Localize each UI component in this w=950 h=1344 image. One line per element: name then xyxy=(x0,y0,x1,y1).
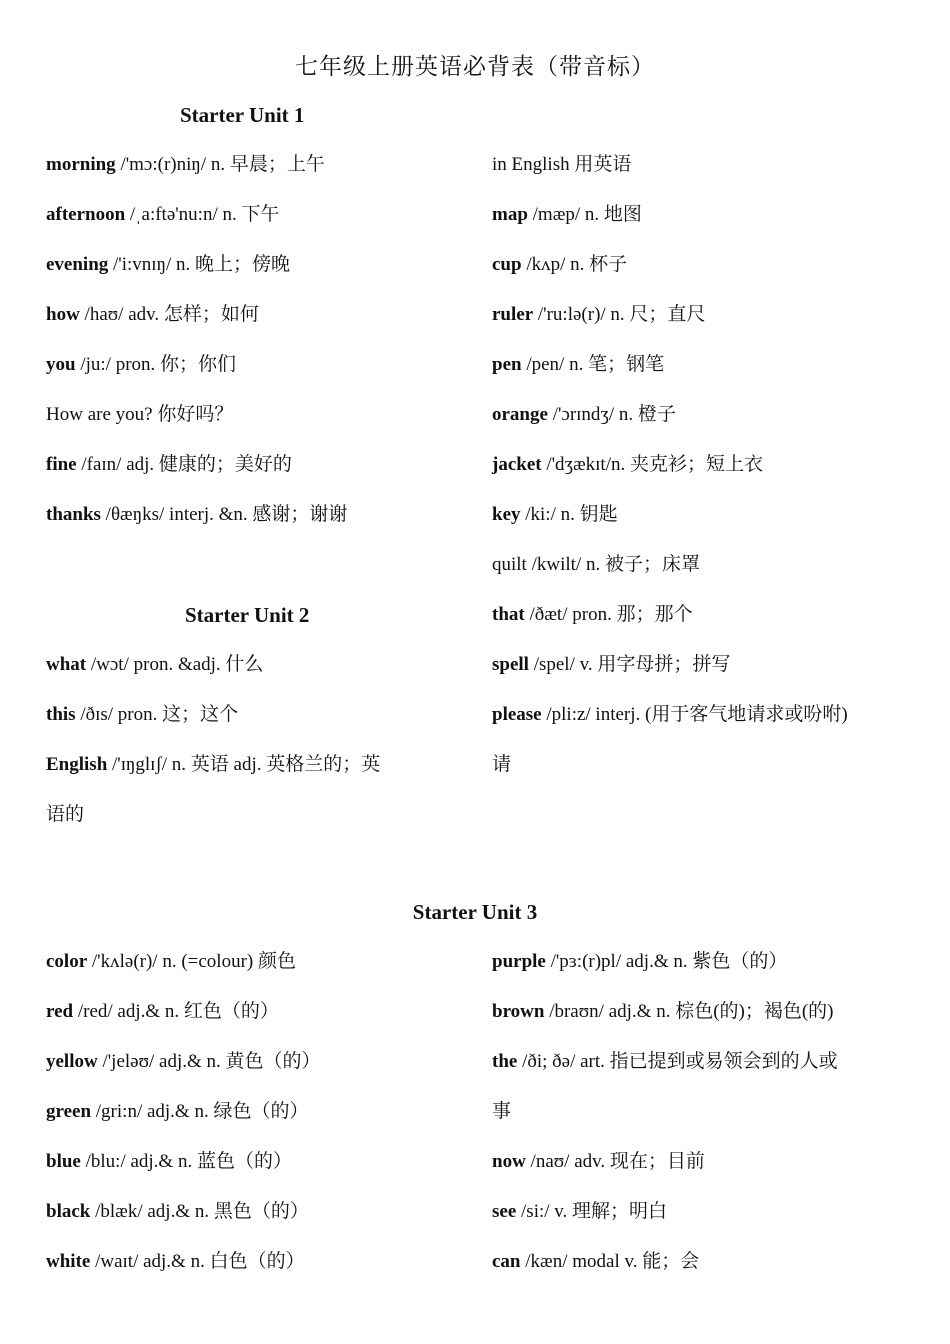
vocab-entry xyxy=(46,1187,466,1237)
vocab-word: black xyxy=(46,1201,91,1222)
vocab-definition: /mæp/ n. 地图 xyxy=(527,204,642,225)
unit1-right-column xyxy=(492,140,932,790)
vocab-definition: /blu:/ adj.& n. 蓝色（的） xyxy=(80,1151,292,1172)
vocab-entry xyxy=(492,1087,932,1137)
vocab-word: fine xyxy=(46,454,77,475)
vocab-word: jacket xyxy=(492,454,542,475)
vocab-entry xyxy=(46,440,466,490)
vocab-definition: /'ɔrɪndʒ/ n. 橙子 xyxy=(547,404,676,425)
unit3-heading: Starter Unit 3 xyxy=(412,900,538,924)
vocab-word: map xyxy=(492,204,528,225)
vocab-entry xyxy=(46,290,466,340)
vocab-definition: /pli:z/ interj. (用于客气地请求或吩咐) xyxy=(541,704,848,725)
vocab-word: ruler xyxy=(492,304,534,325)
vocab-entry xyxy=(492,440,932,490)
vocab-entry xyxy=(46,1137,466,1187)
unit3-right-column xyxy=(492,937,932,1287)
vocab-entry xyxy=(492,1237,932,1287)
unit1-heading: Starter Unit 1 xyxy=(180,103,305,127)
vocab-definition: /wɔt/ pron. &adj. 什么 xyxy=(86,654,264,675)
vocab-entry xyxy=(46,740,466,790)
vocab-word: English xyxy=(46,754,108,775)
vocab-word: morning xyxy=(46,154,116,175)
vocab-entry xyxy=(46,1037,466,1087)
vocab-definition: /'jeləʊ/ adj.& n. 黄色（的） xyxy=(97,1051,321,1072)
vocab-entry xyxy=(492,240,932,290)
vocab-entry xyxy=(492,540,932,590)
vocab-definition: How are you? 你好吗？ xyxy=(46,404,234,425)
vocab-entry xyxy=(492,987,932,1037)
vocab-entry xyxy=(492,190,932,240)
vocab-definition: /'dʒækɪt/n. 夹克衫；短上衣 xyxy=(541,454,763,475)
vocab-entry xyxy=(492,490,932,540)
vocab-definition: in English 用英语 xyxy=(492,154,632,175)
vocab-word: color xyxy=(46,951,88,972)
vocab-definition: /ðɪs/ pron. 这；这个 xyxy=(75,704,239,725)
vocab-word: this xyxy=(46,704,76,725)
vocab-definition: /'kʌlə(r)/ n. (=colour) 颜色 xyxy=(87,951,296,972)
vocab-entry xyxy=(492,1037,932,1087)
vocab-word: thanks xyxy=(46,504,101,525)
vocab-definition: /ðæt/ pron. 那；那个 xyxy=(524,604,693,625)
vocab-entry xyxy=(492,590,932,640)
vocab-definition: /'ru:lə(r)/ n. 尺；直尺 xyxy=(533,304,706,325)
vocab-entry xyxy=(46,1237,466,1287)
vocab-word: how xyxy=(46,304,80,325)
vocab-entry xyxy=(46,490,466,540)
vocab-definition: /spel/ v. 用字母拼；拼写 xyxy=(528,654,731,675)
vocab-definition: /kʌp/ n. 杯子 xyxy=(521,254,628,275)
vocab-entry xyxy=(492,1187,932,1237)
vocab-definition: /'ɪŋglɪʃ/ n. 英语 adj. 英格兰的；英 xyxy=(107,754,381,775)
vocab-entry xyxy=(46,240,466,290)
vocab-definition: /si:/ v. 理解；明白 xyxy=(516,1201,668,1222)
vocab-entry xyxy=(492,937,932,987)
vocab-word: the xyxy=(492,1051,518,1072)
vocab-definition: /ju:/ pron. 你；你们 xyxy=(75,354,237,375)
vocab-definition: /'i:vnɪŋ/ n. 晚上；傍晚 xyxy=(108,254,290,275)
vocab-definition: /blæk/ adj.& n. 黑色（的） xyxy=(90,1201,309,1222)
vocab-definition: /ði; ðə/ art. 指已提到或易领会到的人或 xyxy=(517,1051,838,1072)
unit1-left-column xyxy=(46,90,466,840)
vocab-word: brown xyxy=(492,1001,545,1022)
vocab-word: that xyxy=(492,604,525,625)
vocab-word: can xyxy=(492,1251,521,1272)
spacer xyxy=(46,540,466,590)
vocab-entry xyxy=(492,640,932,690)
vocab-definition: /kæn/ modal v. 能；会 xyxy=(520,1251,700,1272)
vocab-definition: quilt /kwilt/ n. 被子；床罩 xyxy=(492,554,700,575)
vocab-word: blue xyxy=(46,1151,81,1172)
vocab-word: white xyxy=(46,1251,91,1272)
vocab-definition: /θæŋks/ interj. &n. 感谢；谢谢 xyxy=(100,504,348,525)
vocab-entry xyxy=(492,340,932,390)
vocab-entry xyxy=(46,390,466,440)
vocab-word: yellow xyxy=(46,1051,98,1072)
vocab-definition: /'mɔ:(r)niŋ/ n. 早晨；上午 xyxy=(115,154,325,175)
vocab-word: cup xyxy=(492,254,522,275)
vocab-entry xyxy=(492,740,932,790)
vocab-word: key xyxy=(492,504,521,525)
vocab-word: now xyxy=(492,1151,526,1172)
unit3-left-column xyxy=(46,937,466,1287)
vocab-word: what xyxy=(46,654,87,675)
vocab-entry xyxy=(46,190,466,240)
vocab-definition: /haʊ/ adv. 怎样；如何 xyxy=(79,304,259,325)
vocab-entry xyxy=(46,790,466,840)
vocab-definition: /pen/ n. 笔；钢笔 xyxy=(521,354,665,375)
vocab-word: purple xyxy=(492,951,546,972)
vocab-word: you xyxy=(46,354,76,375)
vocab-definition: 语的 xyxy=(46,804,85,825)
vocab-definition: /ki:/ n. 钥匙 xyxy=(520,504,618,525)
vocab-word: orange xyxy=(492,404,548,425)
vocab-entry xyxy=(46,1087,466,1137)
vocab-word: see xyxy=(492,1201,517,1222)
vocab-entry xyxy=(46,140,466,190)
vocab-entry xyxy=(492,140,932,190)
vocab-definition: /faɪn/ adj. 健康的；美好的 xyxy=(76,454,292,475)
vocab-entry xyxy=(492,290,932,340)
vocab-entry xyxy=(492,690,932,740)
vocab-definition: /red/ adj.& n. 红色（的） xyxy=(73,1001,279,1022)
vocab-word: green xyxy=(46,1101,92,1122)
vocab-entry xyxy=(46,640,466,690)
vocab-entry xyxy=(46,937,466,987)
vocab-definition: 事 xyxy=(492,1101,512,1122)
vocab-definition: /'pɜ:(r)pl/ adj.& n. 紫色（的） xyxy=(545,951,788,972)
page-title: 七年级上册英语必背表（带音标） xyxy=(295,54,655,79)
vocab-entry xyxy=(46,690,466,740)
vocab-entry xyxy=(492,1137,932,1187)
vocab-definition: 请 xyxy=(492,754,512,775)
vocab-entry xyxy=(492,390,932,440)
vocab-definition: /naʊ/ adv. 现在；目前 xyxy=(525,1151,705,1172)
vocab-word: pen xyxy=(492,354,522,375)
vocab-word: red xyxy=(46,1001,74,1022)
vocab-definition: /braʊn/ adj.& n. 棕色(的)；褐色(的) xyxy=(544,1001,834,1022)
vocab-word: spell xyxy=(492,654,529,675)
vocab-definition: /ˌa:ftə'nu:n/ n. 下午 xyxy=(125,204,280,225)
vocab-entry xyxy=(46,987,466,1037)
vocab-definition: /waɪt/ adj.& n. 白色（的） xyxy=(90,1251,305,1272)
unit2-heading: Starter Unit 2 xyxy=(185,603,310,627)
vocab-entry xyxy=(46,340,466,390)
vocab-word: evening xyxy=(46,254,109,275)
vocab-word: afternoon xyxy=(46,204,126,225)
vocab-word: please xyxy=(492,704,542,725)
vocab-definition: /gri:n/ adj.& n. 绿色（的） xyxy=(91,1101,309,1122)
